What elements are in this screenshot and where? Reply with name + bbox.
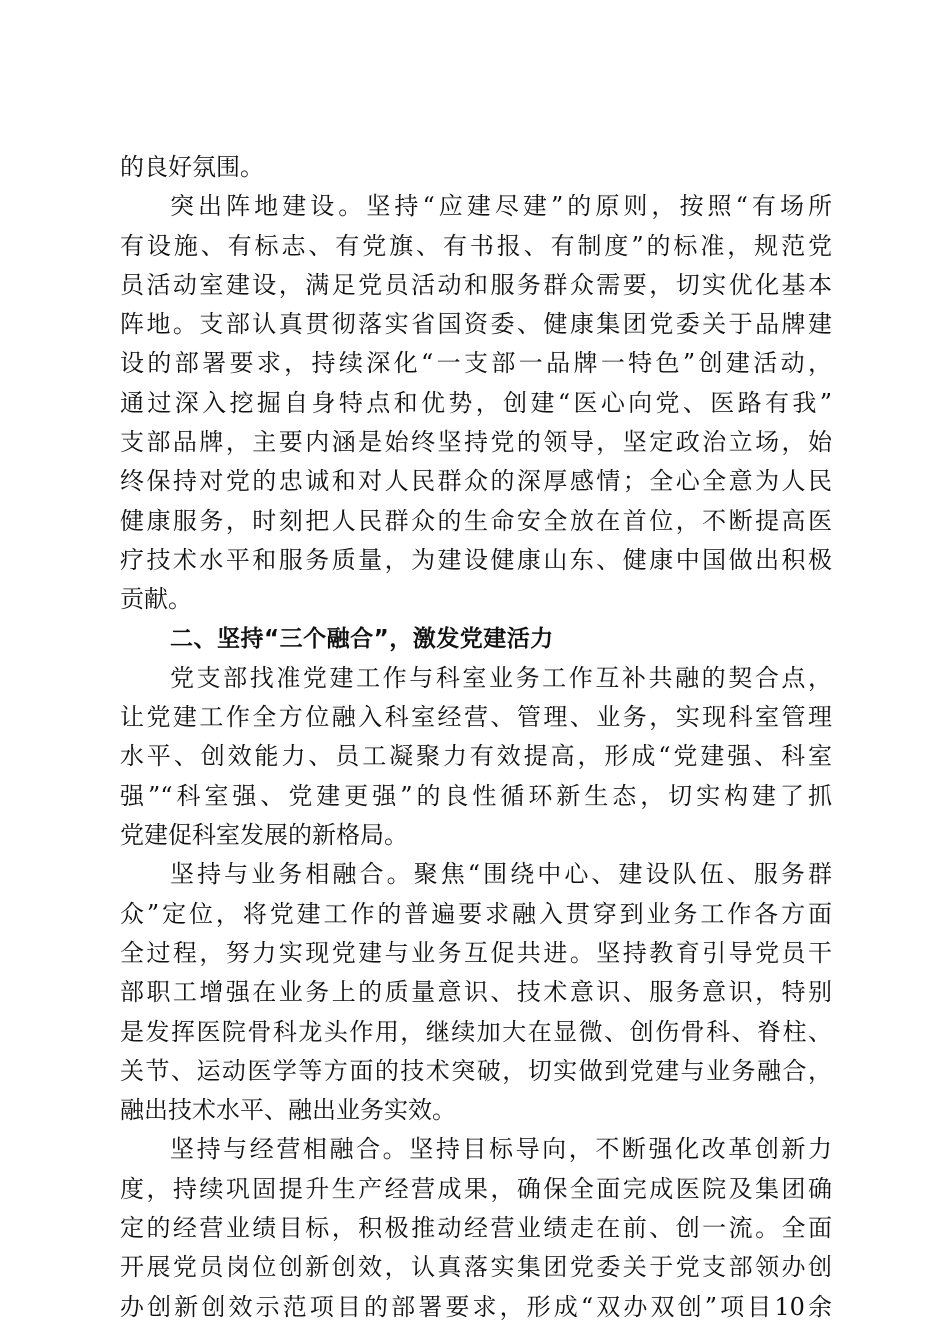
text-line: 设的部署要求，持续深化“一支部一品牌一特色”创建活动， <box>120 349 832 378</box>
text-line: 办创新创效示范项目的部署要求，形成“双办双创”项目10余 <box>120 1292 832 1321</box>
text-line: 是发挥医院骨科龙头作用，继续加大在显微、创伤骨科、脊柱、 <box>120 1017 832 1046</box>
text-line: 通过深入挖掘自身特点和优势，创建“医心向党、医路有我” <box>120 388 832 417</box>
text-line: 度，持续巩固提升生产经营成果，确保全面完成医院及集团确 <box>120 1174 832 1203</box>
text-line: 贡献。 <box>120 585 192 614</box>
document-body <box>120 148 832 1327</box>
text-line: 关节、运动医学等方面的技术突破，切实做到党建与业务融合， <box>120 1056 832 1085</box>
text-line: 强”“科室强、党建更强”的良性循环新生态，切实构建了抓 <box>120 781 832 810</box>
text-line: 开展党员岗位创新创效，认真落实集团党委关于党支部领办创 <box>120 1253 832 1282</box>
text-line: 部职工增强在业务上的质量意识、技术意识、服务意识，特别 <box>120 978 832 1007</box>
text-line: 有设施、有标志、有党旗、有书报、有制度”的标准，规范党 <box>120 231 832 260</box>
paragraph-first-line: 突出阵地建设。坚持“应建尽建”的原则，按照“有场所 <box>170 192 832 221</box>
text-line: 健康服务，时刻把人民群众的生命安全放在首位，不断提高医 <box>120 506 832 535</box>
text-line: 水平、创效能力、员工凝聚力有效提高，形成“党建强、科室 <box>120 742 832 771</box>
text-line: 众”定位，将党建工作的普遍要求融入贯穿到业务工作各方面 <box>120 899 832 928</box>
text-line: 让党建工作全方位融入科室经营、管理、业务，实现科室管理 <box>120 703 832 732</box>
text-line: 疗技术水平和服务质量，为建设健康山东、健康中国做出积极 <box>120 545 832 574</box>
text-line: 定的经营业绩目标，积极推动经营业绩走在前、创一流。全面 <box>120 1214 832 1243</box>
text-line: 终保持对党的忠诚和对人民群众的深厚感情；全心全意为人民 <box>120 467 832 496</box>
section-heading: 二、坚持“三个融合”，激发党建活力 <box>170 625 554 652</box>
text-line: 融出技术水平、融出业务实效。 <box>120 1096 456 1125</box>
text-line: 党建促科室发展的新格局。 <box>120 821 408 850</box>
text-line: 的良好氛围。 <box>120 153 264 181</box>
paragraph-first-line: 坚持与经营相融合。坚持目标导向，不断强化改革创新力 <box>170 1135 832 1164</box>
paragraph-first-line: 党支部找准党建工作与科室业务工作互补共融的契合点， <box>170 663 832 692</box>
text-line: 全过程，努力实现党建与业务互促共进。坚持教育引导党员干 <box>120 938 832 967</box>
paragraph-first-line: 坚持与业务相融合。聚焦“围绕中心、建设队伍、服务群 <box>170 860 832 889</box>
text-line: 员活动室建设，满足党员活动和服务群众需要，切实优化基本 <box>120 270 832 299</box>
text-line: 阵地。支部认真贯彻落实省国资委、健康集团党委关于品牌建 <box>120 310 832 339</box>
text-line: 支部品牌，主要内涵是始终坚持党的领导，坚定政治立场，始 <box>120 428 832 457</box>
